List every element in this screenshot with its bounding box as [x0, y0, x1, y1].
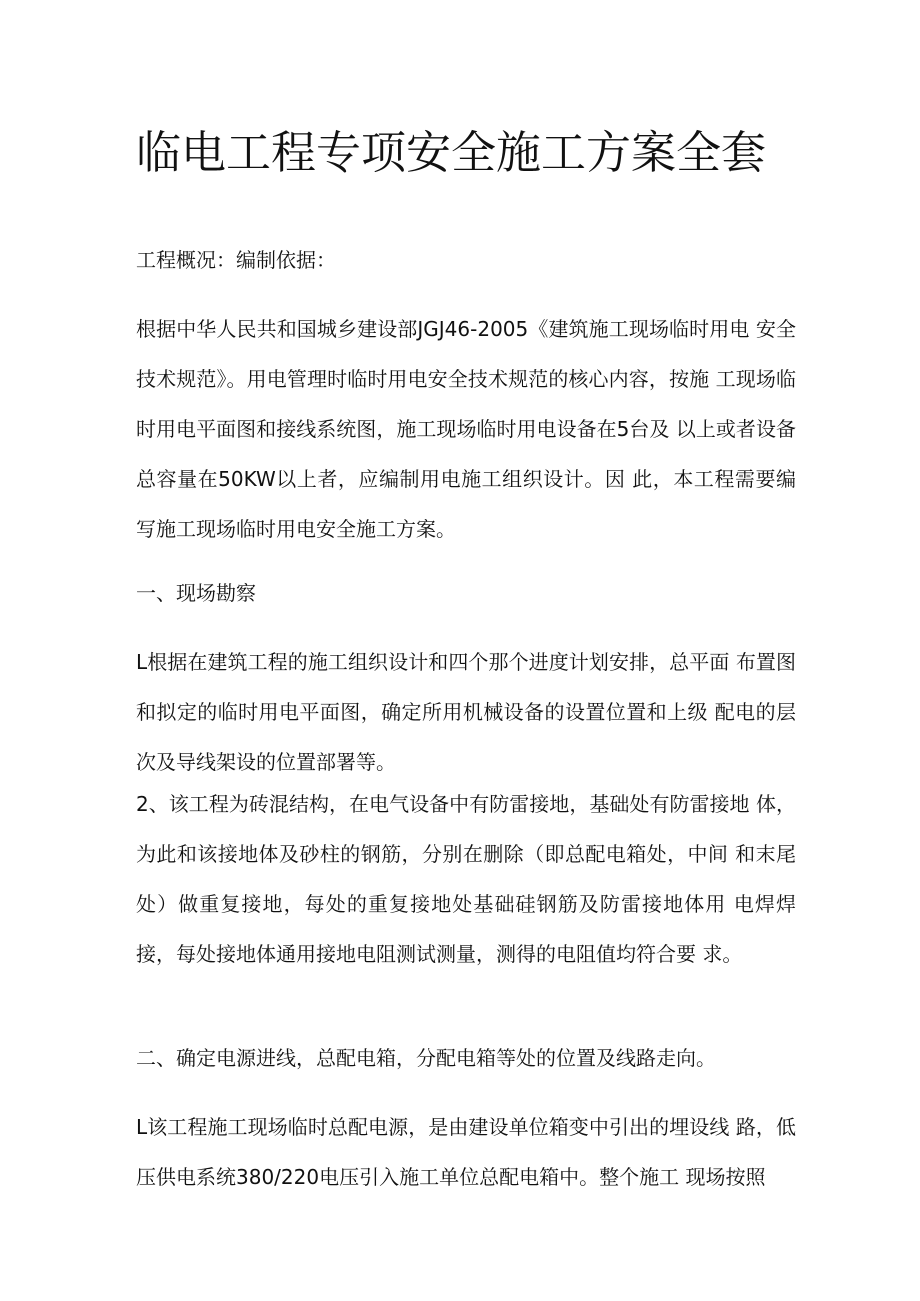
section2-heading: 二、确定电源进线，总配电箱，分配电箱等处的位置及线路走向。: [136, 1046, 716, 1070]
overview-heading: 工程概况：编制依据：: [136, 248, 336, 272]
intro-paragraph: 根据中华人民共和国城乡建设部JGJ46-2005《建筑施工现场临时用电 安全技术规范》。用电管理时临时用电安全技术规范的核心内容，按施 工现场临时用电平面图和接线系统图，施工现场临时用电设备在5台及 以上或者设备总容量在50KW以上者，应编制用电施工组织设计。因 此，本工程需要编写施工现场临时用电安全施工方案。: [136, 317, 796, 541]
section1-item1: L根据在建筑工程的施工组织设计和四个那个进度计划安排，总平面 布置图和拟定的临时用电平面图，确定所用机械设备的设置位置和上级 配电的层次及导线架设的位置部署等。: [136, 650, 796, 774]
section2-item1: L该工程施工现场临时总配电源，是由建设单位箱变中引出的埋设线 路，低压供电系统380/220电压引入施工单位总配电箱中。整个施工 现场按照: [136, 1115, 796, 1189]
section1-heading: 一、现场勘察: [136, 581, 256, 605]
section1-item2: 2、该工程为砖混结构，在电气设备中有防雷接地，基础处有防雷接地 体，为此和该接地体及砂柱的钢筋，分别在删除（即总配电箱处，中间 和末尾处）做重复接地，每处的重复接地处基础硅钢筋及防雷接地体用 电焊焊接，每处接地体通用接地电阻测试测量，测得的电阻值均符合要 求。: [136, 792, 796, 966]
document-title: 临电工程专项安全施工方案全套: [136, 126, 767, 179]
